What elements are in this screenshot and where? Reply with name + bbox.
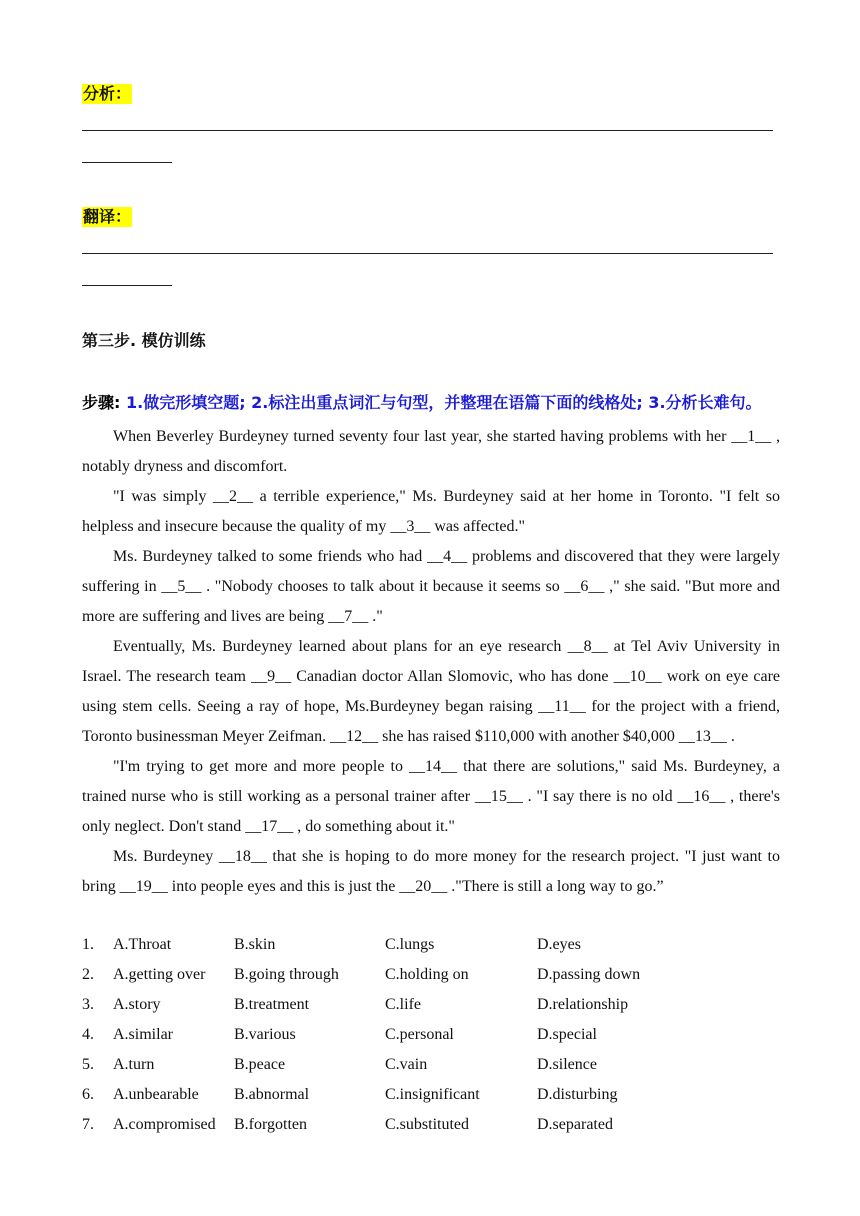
passage-paragraph: Ms. Burdeyney talked to some friends who had __4__ problems and discovered that they were largely suffering in __5__ . "Nobody chooses to talk about it because it seems so __6__ ," she said. "But more and more are suffering and lives are being __7__ ." (82, 548, 780, 625)
option-b[interactable]: B.treatment (234, 996, 310, 1013)
option-d[interactable]: D.passing down (537, 966, 641, 983)
option-row (82, 1080, 780, 1110)
question-number: 3. (82, 996, 94, 1013)
option-a[interactable]: A.story (113, 996, 161, 1013)
passage-paragraph: "I'm trying to get more and more people to __14__ that there are solutions," said Ms. Burdeyney, a trained nurse who is still working as a personal trainer after __15__ . "I say there is no old __16__ , there's only neglect. Don't stand __17__ , do something about it." (82, 758, 780, 835)
passage-paragraph: Ms. Burdeyney __18__ that she is hoping to do more money for the research project. "I just want to bring __19__ into people eyes and this is just the __20__ ."There is still a long way to go.” (82, 848, 780, 895)
option-b[interactable]: B.abnormal (234, 1086, 310, 1103)
option-d[interactable]: D.relationship (537, 996, 629, 1013)
option-b[interactable]: B.various (234, 1026, 296, 1043)
option-c[interactable]: C.personal (385, 1026, 454, 1043)
cloze-passage (82, 422, 780, 902)
option-c[interactable]: C.lungs (385, 936, 435, 953)
translation-label: 翻译： (83, 207, 132, 226)
option-b[interactable]: B.peace (234, 1056, 286, 1073)
option-d[interactable]: D.silence (537, 1056, 597, 1073)
option-b[interactable]: B.skin (234, 936, 276, 953)
question-number: 6. (82, 1086, 94, 1103)
passage-paragraph: "I was simply __2__ a terrible experience," Ms. Burdeyney said at her home in Toronto. "I felt so helpless and insecure because the quality of my __3__ was affected." (82, 488, 780, 535)
option-d[interactable]: D.special (537, 1026, 597, 1043)
option-a[interactable]: A.getting over (113, 966, 206, 983)
question-number: 1. (82, 936, 94, 953)
option-row (82, 1110, 780, 1140)
option-c[interactable]: C.substituted (385, 1116, 470, 1133)
option-row (82, 1050, 780, 1080)
translation-answer-line-1[interactable] (82, 253, 773, 254)
option-b[interactable]: B.going through (234, 966, 339, 983)
option-a[interactable]: A.Throat (113, 936, 172, 953)
option-a[interactable]: A.compromised (113, 1116, 216, 1133)
option-a[interactable]: A.turn (113, 1056, 155, 1073)
answer-options (82, 930, 780, 1140)
option-b[interactable]: B.forgotten (234, 1116, 308, 1133)
question-number: 2. (82, 966, 94, 983)
option-d[interactable]: D.separated (537, 1116, 613, 1133)
passage-paragraph: When Beverley Burdeyney turned seventy four last year, she started having problems with her __1__ , notably dryness and discomfort. (82, 428, 780, 475)
option-row (82, 990, 780, 1020)
steps-text: 1.做完形填空题; 2.标注出重点词汇与句型，并整理在语篇下面的线格处; 3.分析长难句。 (125, 393, 762, 412)
option-d[interactable]: D.disturbing (537, 1086, 618, 1103)
option-c[interactable]: C.insignificant (385, 1086, 480, 1103)
translation-answer-line-2[interactable] (82, 285, 172, 286)
option-c[interactable]: C.vain (385, 1056, 428, 1073)
option-c[interactable]: C.holding on (385, 966, 469, 983)
passage-paragraph: Eventually, Ms. Burdeyney learned about plans for an eye research __8__ at Tel Aviv University in Israel. The research team __9__ Canadian doctor Allan Slomovic, who has done __10__ work on eye care using stem cells. Seeing a ray of hope, Ms.Burdeyney began raising __11__ for the project with a friend, Toronto businessman Meyer Zeifman. __12__ she has raised $110,000 with another $40,000 __13__ . (82, 638, 780, 745)
option-row (82, 960, 780, 990)
question-number: 7. (82, 1116, 94, 1133)
steps-prefix: 步骤: (82, 393, 126, 412)
analysis-label: 分析： (83, 84, 132, 103)
analysis-answer-line-1[interactable] (82, 130, 773, 131)
option-d[interactable]: D.eyes (537, 936, 581, 953)
step-heading: 第三步. 模仿训练 (82, 331, 206, 350)
option-a[interactable]: A.similar (113, 1026, 173, 1043)
option-row (82, 1020, 780, 1050)
question-number: 4. (82, 1026, 94, 1043)
option-row (82, 930, 780, 960)
question-number: 5. (82, 1056, 94, 1073)
analysis-answer-line-2[interactable] (82, 162, 172, 163)
option-c[interactable]: C.life (385, 996, 421, 1013)
steps-instruction (82, 392, 802, 414)
option-a[interactable]: A.unbearable (113, 1086, 199, 1103)
